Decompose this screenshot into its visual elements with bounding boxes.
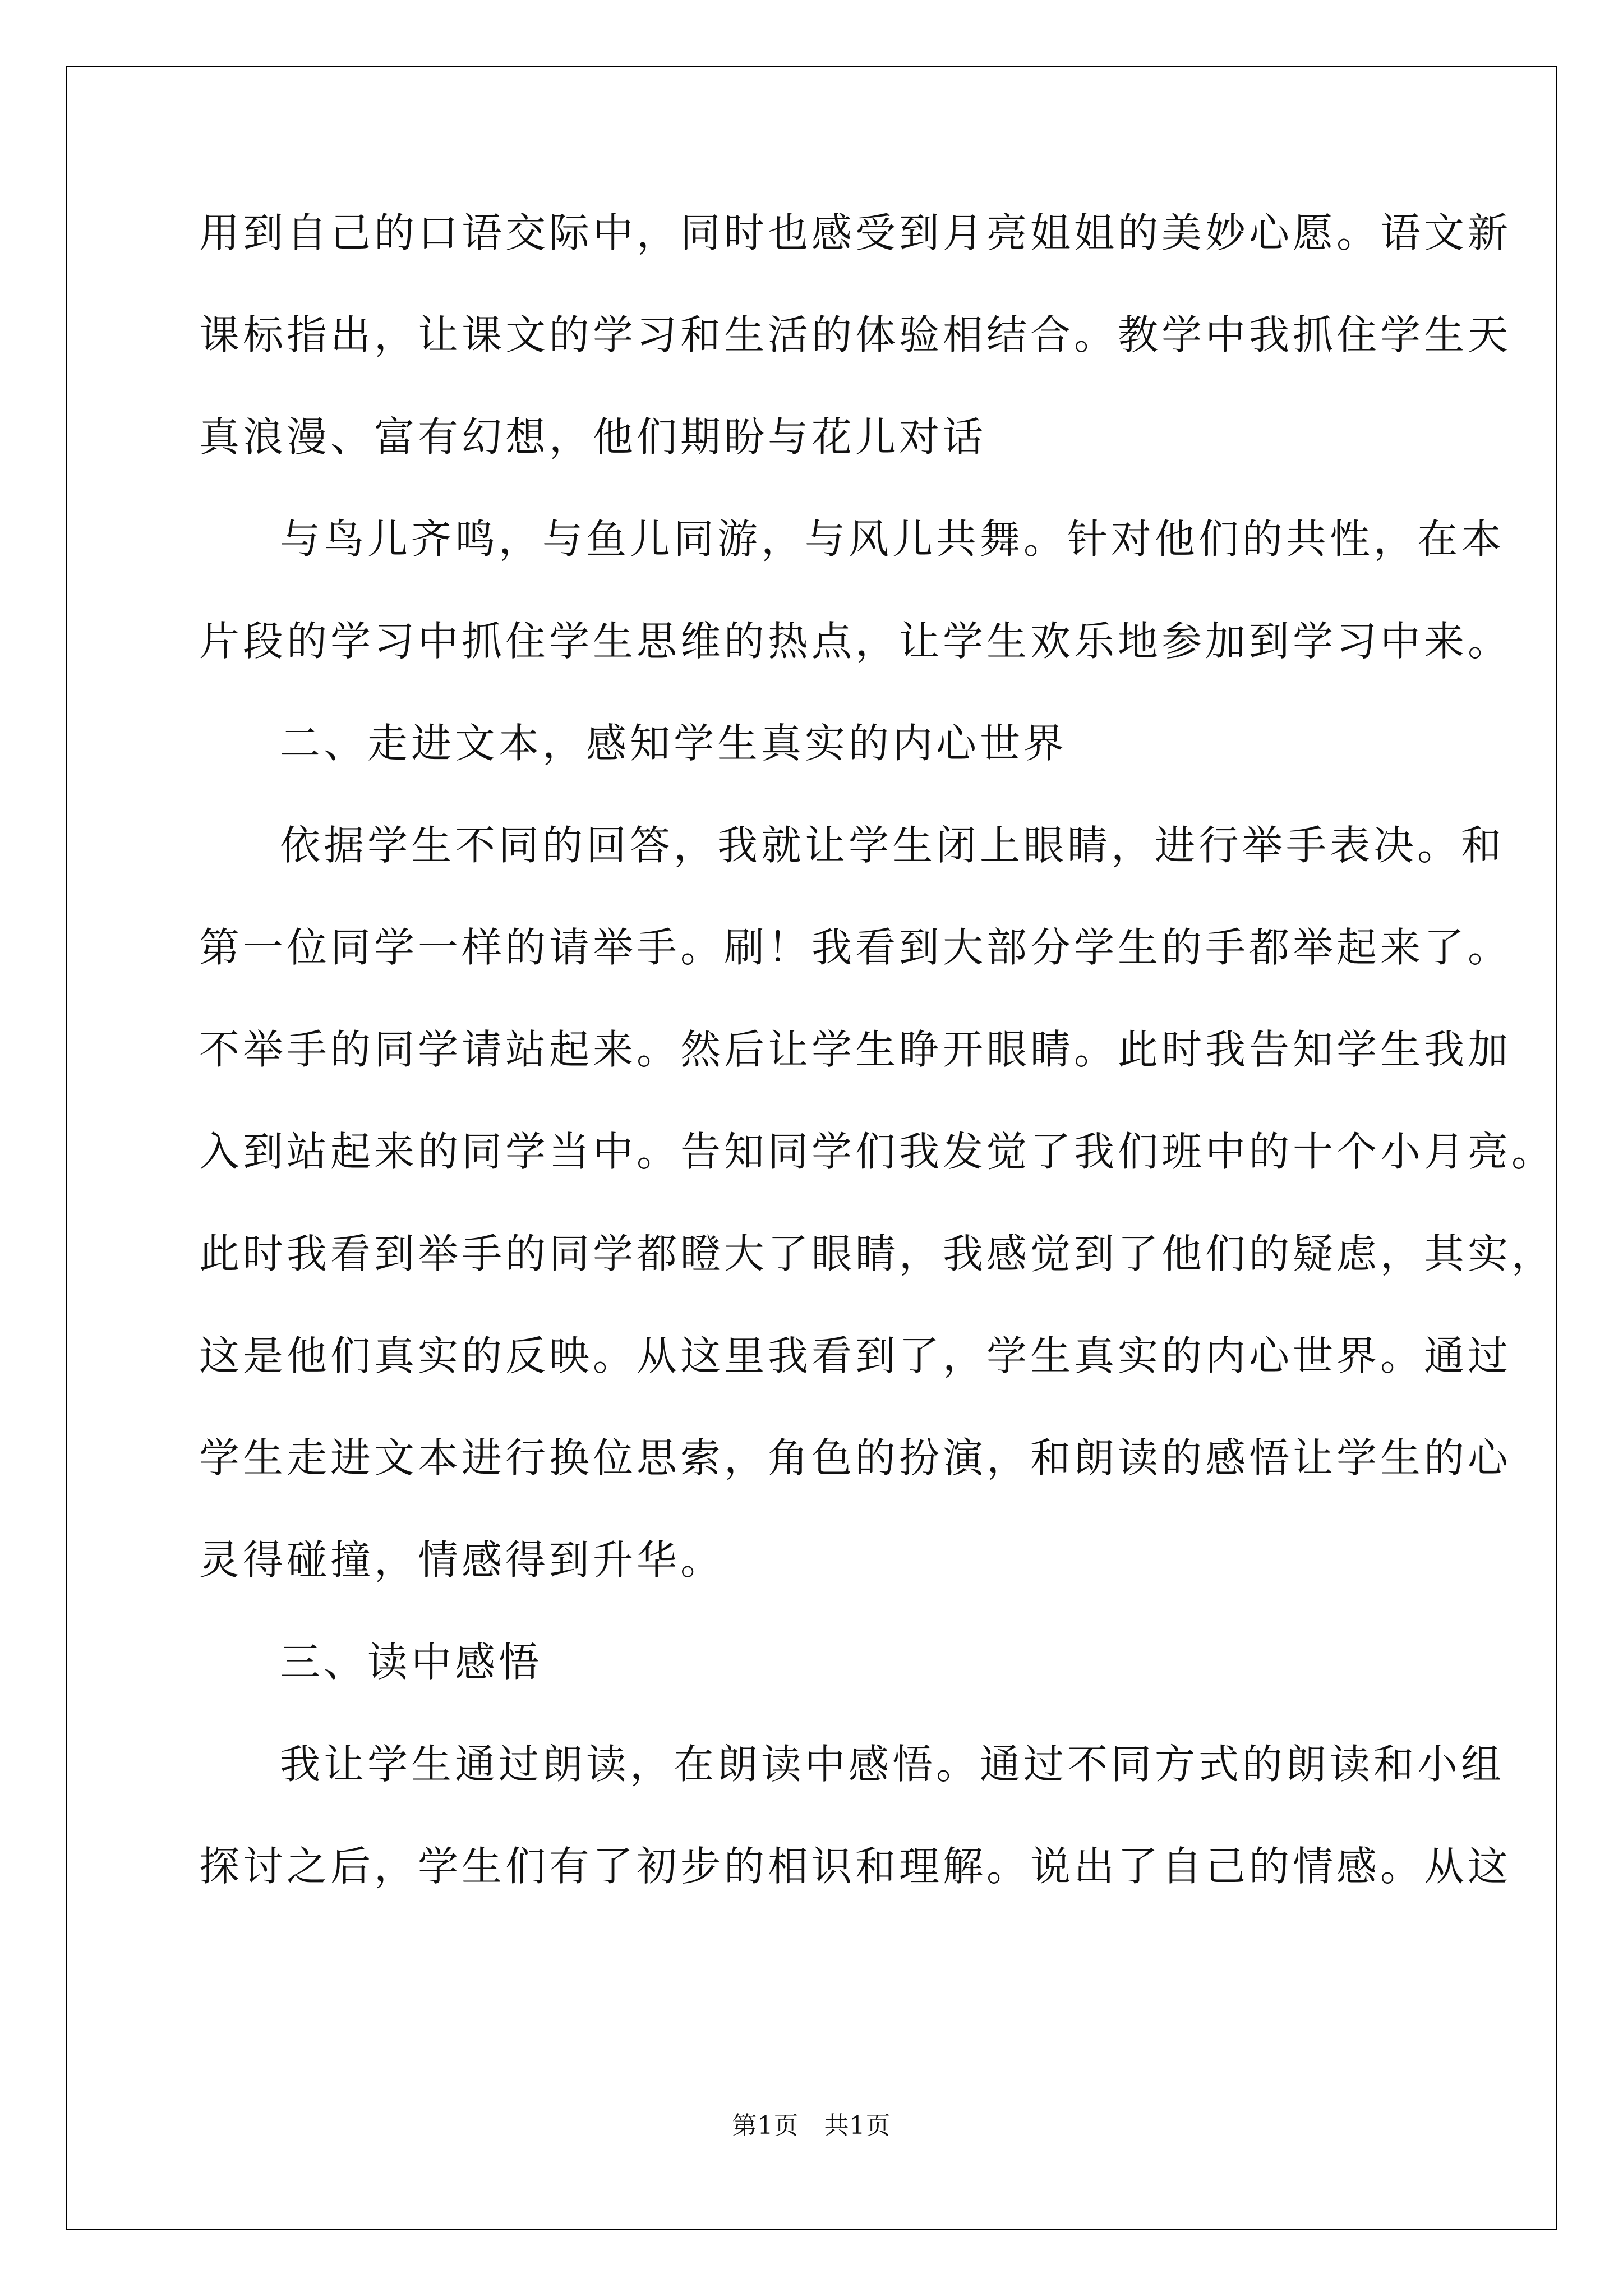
paragraph-start-line: 依据学生不同的回答，我就让学生闭上眼睛，进行举手表决。和 [280,822,1505,869]
paragraph-start-line: 我让学生通过朗读，在朗读中感悟。通过不同方式的朗读和小组 [280,1741,1505,1788]
section-heading: 二、走进文本，感知学生真实的内心世界 [280,720,1068,767]
text-line: 用到自己的口语交际中，同时也感受到月亮姐姐的美妙心愿。语文新 [199,209,1512,256]
paragraph-start-line: 与鸟儿齐鸣，与鱼儿同游，与风儿共舞。针对他们的共性，在本 [280,516,1505,563]
text-line: 入到站起来的同学当中。告知同学们我发觉了我们班中的十个小月亮。 [199,1128,1556,1175]
text-line: 探讨之后，学生们有了初步的相识和理解。说出了自己的情感。从这 [199,1843,1512,1890]
text-line: 灵得碰撞，情感得到升华。 [199,1536,725,1584]
text-line: 学生走进文本进行换位思索，角色的扮演，和朗读的感悟让学生的心 [199,1434,1512,1481]
text-line: 此时我看到举手的同学都瞪大了眼睛，我感觉到了他们的疑虑，其实， [199,1230,1556,1277]
section-heading: 三、读中感悟 [280,1639,543,1686]
text-line: 第一位同学一样的请举手。刷！我看到大部分学生的手都举起来了。 [199,924,1512,971]
text-line: 这是他们真实的反映。从这里我看到了，学生真实的内心世界。通过 [199,1332,1512,1379]
text-line: 真浪漫、富有幻想，他们期盼与花儿对话 [199,413,987,461]
text-line: 不举手的同学请站起来。然后让学生睁开眼睛。此时我告知学生我加 [199,1026,1512,1073]
page-number-footer: 第1页 共1页 [732,2111,891,2140]
text-line: 片段的学习中抓住学生思维的热点，让学生欢乐地参加到学习中来。 [199,618,1512,665]
text-line: 课标指出，让课文的学习和生活的体验相结合。教学中我抓住学生天 [199,311,1512,358]
